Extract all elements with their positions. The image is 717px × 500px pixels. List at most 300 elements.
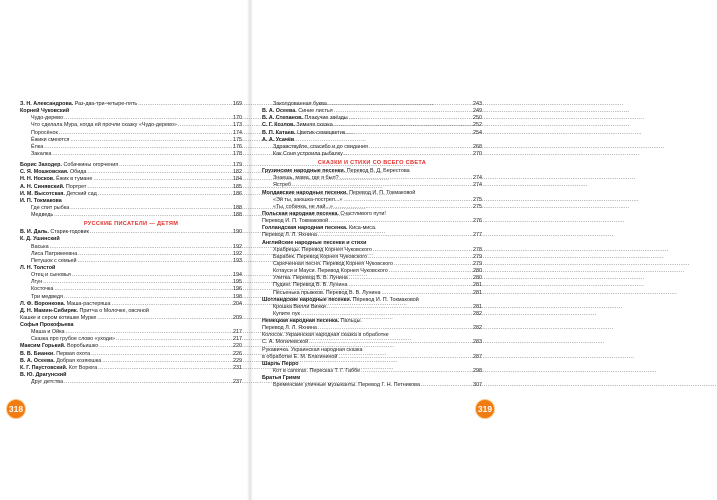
toc-page-number: 276 — [473, 218, 482, 225]
toc-entry-title: Киса-миса. — [348, 225, 377, 232]
toc-subentry — [262, 254, 482, 261]
toc-page-number: 190 — [233, 229, 242, 236]
dot-leader — [329, 218, 472, 225]
toc-entry-title: Три медведя — [31, 293, 63, 300]
toc-page-number: 282 — [473, 310, 482, 317]
toc-entry-text — [20, 137, 69, 144]
toc-page-number: 270 — [473, 150, 482, 157]
toc-entry-text — [20, 244, 49, 251]
toc-entry-title: в обработке Е. М. Благининой — [262, 353, 338, 360]
toc-page-number: 178 — [233, 150, 242, 157]
toc-page-number: 196 — [233, 286, 242, 293]
section-heading: РУССКИЕ ПИСАТЕЛИ — ДЕТЯМ — [83, 221, 179, 228]
toc-entry-title: Отец и сыновья — [31, 272, 71, 279]
toc-subentry — [20, 205, 242, 212]
toc-entry-text — [20, 191, 97, 198]
toc-entry — [262, 340, 482, 347]
toc-page-number: 279 — [473, 253, 482, 260]
toc-entry-text — [262, 204, 333, 211]
toc-subentry — [262, 101, 482, 108]
toc-entry-title: Пёсьенька прыжков. Перевод В. В. Лунина — [273, 289, 381, 296]
toc-entry-title: Храбрецы. Перевод Корнея Чуковского — [273, 246, 372, 253]
toc-entry-text — [20, 279, 42, 286]
toc-entry-text — [20, 343, 98, 350]
toc-page-number: 192 — [233, 250, 242, 257]
toc-entry-text — [20, 144, 43, 151]
dot-leader — [98, 365, 232, 372]
toc-page-number: 220 — [233, 343, 242, 350]
right-page-contents — [262, 101, 482, 389]
dot-leader — [334, 204, 472, 211]
toc-page-number: 287 — [473, 353, 482, 360]
dot-leader — [87, 184, 232, 191]
dot-leader — [318, 325, 472, 332]
toc-author-name: К. Д. Ушинский — [20, 236, 60, 243]
toc-entry-title: Маша-растеряша — [66, 300, 111, 307]
toc-entry-author: И. М. Высотская. — [20, 190, 65, 197]
dot-leader — [54, 286, 232, 293]
toc-subentry — [262, 261, 482, 268]
toc-entry-author: В. П. Катаев. — [262, 129, 296, 136]
toc-page-number: 217 — [233, 336, 242, 343]
toc-entry — [262, 347, 482, 354]
toc-page-number: 281 — [473, 303, 482, 310]
toc-entry-title: Плакучие звёзды — [304, 115, 348, 122]
toc-subentry — [20, 286, 242, 293]
toc-entry-text — [262, 275, 348, 282]
toc-entry-title: Детский сад — [66, 190, 97, 197]
dot-leader — [119, 162, 232, 169]
toc-entry-title: Сказка про грубое слово «уходи» — [31, 336, 115, 343]
toc-page-number: 193 — [233, 257, 242, 264]
toc-entry-text — [20, 258, 77, 265]
toc-author — [20, 236, 242, 243]
toc-entry-continued — [20, 315, 242, 322]
toc-page-number: 283 — [473, 339, 482, 346]
toc-page-number: 204 — [233, 300, 242, 307]
toc-entry-text — [262, 218, 328, 225]
toc-entry-author: Л. Ф. Воронкова. — [20, 300, 66, 307]
toc-entry-title: Портрет — [65, 183, 87, 190]
toc-entry-title: Поросёнок — [31, 129, 58, 136]
toc-page-number: 229 — [233, 357, 242, 364]
dot-leader — [381, 290, 472, 297]
toc-entry-author: В. А. Осеева. — [20, 357, 55, 364]
toc-entry — [20, 191, 242, 198]
dot-leader — [421, 382, 472, 389]
toc-entry-text — [20, 379, 63, 386]
dot-leader — [349, 275, 472, 282]
toc-entry-title: Крошка Вилли Винки — [273, 303, 326, 310]
toc-entry-text — [262, 115, 348, 122]
toc-entry-text — [20, 272, 71, 279]
toc-entry-title: «Эй ты, заюшка-пострел...» — [273, 196, 343, 203]
toc-author-name: Софья Прокофьева — [20, 322, 74, 329]
toc-entry-text — [20, 184, 86, 191]
toc-entry-text — [262, 304, 326, 311]
toc-entry-author: Д. Н. Мамин-Сибиряк. — [20, 307, 79, 314]
toc-page-number: 274 — [473, 182, 482, 189]
toc-subentry — [20, 151, 242, 158]
toc-entry-title: Знаешь, мама, где я был? — [273, 175, 339, 182]
toc-entry-title: Перевод И. П. Токмаковой — [262, 218, 329, 225]
toc-page-number: 281 — [473, 289, 482, 296]
toc-page-number: 278 — [473, 246, 482, 253]
toc-entry-title: Лгун — [31, 279, 43, 286]
dot-leader — [90, 229, 232, 236]
toc-entry-title: Пудинг. Перевод В. В. Лунина — [273, 282, 348, 289]
toc-page-number: 237 — [233, 379, 242, 386]
toc-entry-author: Шотландские народные песенки. — [262, 296, 352, 303]
toc-group-translator: Перевод И. П. Токмаковой — [349, 189, 416, 196]
toc-entry-text — [20, 294, 63, 301]
toc-entry-title: Улитка. Перевод В. В. Лунина — [273, 275, 348, 282]
toc-subentry — [262, 247, 482, 254]
toc-entry-text — [262, 247, 372, 254]
dot-leader — [102, 358, 232, 365]
toc-page-number: 250 — [473, 115, 482, 122]
toc-page-number: 195 — [233, 279, 242, 286]
dot-leader — [346, 130, 472, 137]
dot-leader — [369, 144, 472, 151]
toc-entry-text — [262, 182, 291, 189]
toc-entry-text — [262, 130, 345, 137]
dot-leader — [292, 182, 472, 189]
dot-leader — [334, 122, 472, 129]
toc-author-name: И. П. Токмакова — [20, 197, 62, 204]
toc-entry-text — [262, 122, 333, 129]
toc-entry-text — [20, 251, 77, 258]
toc-group-name: Молдавские народные песенки. — [262, 189, 348, 196]
toc-subentry — [262, 368, 482, 375]
toc-entry-text — [262, 225, 377, 232]
toc-author — [262, 240, 482, 247]
dot-leader — [93, 176, 232, 183]
toc-entry-title: Добрая хозяюшка — [56, 357, 102, 364]
dot-leader — [87, 169, 232, 176]
dot-leader — [344, 151, 472, 158]
toc-entry — [262, 318, 482, 325]
toc-entry-text — [20, 286, 53, 293]
dot-leader — [72, 272, 232, 279]
section-heading: СКАЗКИ И СТИХИ СО ВСЕГО СВЕТА — [317, 160, 427, 167]
toc-entry-title: Васька — [31, 243, 49, 250]
toc-entry-title-cont: Кашке и сером котишке Мурке — [20, 314, 97, 321]
toc-subentry — [262, 311, 482, 318]
toc-subentry — [20, 212, 242, 219]
toc-page-number: 279 — [473, 260, 482, 267]
toc-page-number: 226 — [233, 350, 242, 357]
toc-entry-text — [20, 358, 101, 365]
toc-page-number: 249 — [473, 108, 482, 115]
toc-subentry — [262, 382, 482, 389]
left-page-contents — [20, 101, 242, 386]
toc-entry-author: Польская народная песенка. — [262, 210, 339, 217]
toc-subentry — [20, 379, 242, 386]
toc-entry-text — [20, 351, 90, 358]
toc-entry — [20, 344, 242, 351]
dot-leader — [44, 144, 232, 151]
toc-entry-title: Барабек. Перевод Корнея Чуковского — [273, 253, 368, 260]
toc-entry-title: Цветик-семицветик — [297, 129, 346, 136]
toc-entry-title: Котауси и Мауси. Перевод Корнея Чуковского — [273, 268, 388, 275]
toc-entry-text — [262, 354, 337, 361]
toc-author — [262, 361, 482, 368]
toc-page-number: 186 — [233, 190, 242, 197]
toc-entry-author: В. И. Даль. — [20, 229, 49, 236]
toc-page-number: 188 — [233, 212, 242, 219]
toc-page-number: 280 — [473, 268, 482, 275]
toc-entry-title: Ёжик в тумане — [56, 176, 93, 183]
dot-leader — [178, 122, 232, 129]
dot-leader — [338, 354, 472, 361]
dot-leader — [50, 244, 232, 251]
toc-entry-title: С. А. Могилевской — [262, 339, 309, 346]
toc-group — [262, 190, 482, 197]
toc-entry — [262, 232, 482, 239]
toc-page-number: 307 — [473, 382, 482, 389]
toc-page-number: 231 — [233, 364, 242, 371]
toc-entry-title: Рукавичка. Украинская народная сказка — [262, 346, 363, 353]
toc-entry-text — [20, 308, 149, 315]
toc-entry-text — [262, 347, 362, 354]
toc-entry-text — [262, 318, 362, 325]
toc-author — [20, 108, 242, 115]
toc-subentry — [20, 294, 242, 301]
dot-leader — [343, 197, 472, 204]
toc-entry-text — [20, 205, 69, 212]
toc-entry-title: Ястреб — [273, 182, 292, 189]
toc-entry — [20, 176, 242, 183]
dot-leader — [98, 191, 232, 198]
toc-entry-author: В. А. Степанов. — [262, 115, 303, 122]
toc-entry-author: В. А. Осеева. — [262, 108, 297, 115]
toc-entry — [20, 162, 242, 169]
toc-page-number: 282 — [473, 325, 482, 332]
toc-entry-title: Чудо-дерево — [31, 115, 63, 122]
toc-author — [262, 137, 482, 144]
toc-page-number: 217 — [233, 329, 242, 336]
toc-subentry — [20, 258, 242, 265]
toc-entry-text — [262, 254, 367, 261]
toc-entry-title: Раз-два-три-четыре-пять — [74, 100, 138, 107]
toc-entry-author: Голландская народная песенка. — [262, 225, 348, 232]
toc-entry-text — [20, 329, 65, 336]
toc-entry-author: С. Г. Козлов. — [262, 122, 295, 129]
toc-entry-title: Бременские уличные музыканты. Перевод Г. Н. Петникова — [273, 382, 420, 389]
toc-subentry — [262, 151, 482, 158]
toc-entry-text — [262, 282, 347, 289]
toc-page-number: 170 — [233, 115, 242, 122]
dot-leader — [334, 108, 472, 115]
toc-entry — [262, 130, 482, 137]
toc-page-number: 192 — [233, 243, 242, 250]
toc-subentry — [20, 122, 242, 129]
toc-author-name: Л. Н. Толстой — [20, 264, 56, 271]
toc-subentry — [262, 275, 482, 282]
toc-entry-title: Как Соня устроила рыбалку — [273, 150, 343, 157]
toc-entry-title: Здравствуйте, спасибо и до свидания — [273, 143, 368, 150]
toc-entry-title: Закалка — [31, 150, 52, 157]
toc-entry-title: Кот Ворюга — [68, 364, 98, 371]
toc-entry-title: Петушок с семьей — [31, 257, 77, 264]
toc-entry-text — [262, 175, 339, 182]
toc-entry-title: Заколдованная буква — [273, 100, 327, 107]
toc-group — [262, 168, 482, 175]
toc-author-name: Корней Чуковский — [20, 108, 70, 115]
dot-leader — [301, 311, 472, 318]
toc-entry-text — [262, 108, 333, 115]
toc-page-number: 298 — [473, 368, 482, 375]
toc-entry-title: Первая охота — [56, 350, 91, 357]
toc-entry-text — [262, 261, 393, 268]
toc-subentry — [20, 130, 242, 137]
toc-page-number: 280 — [473, 275, 482, 282]
toc-entry-text — [20, 130, 58, 137]
toc-page-number: 175 — [233, 136, 242, 143]
toc-entry-text — [262, 339, 308, 346]
toc-group-text — [262, 168, 410, 175]
toc-subentry — [20, 137, 242, 144]
toc-entry — [262, 115, 482, 122]
dot-leader — [349, 115, 472, 122]
toc-entry-text — [20, 365, 97, 372]
toc-entry-author: К. Г. Паустовский. — [20, 364, 68, 371]
toc-entry-title: Что сделала Мура, когда ей прочли сказку «Чудо-дерево» — [31, 122, 177, 129]
dot-leader — [327, 304, 472, 311]
toc-entry-title: «Ты, собачка, не лай...» — [273, 203, 333, 210]
toc-entry-title: Лиса Патрикеевна — [31, 250, 78, 257]
toc-page-number: 184 — [233, 176, 242, 183]
toc-entry — [20, 365, 242, 372]
toc-entry-text — [262, 311, 300, 318]
dot-leader — [368, 254, 472, 261]
dot-leader — [91, 351, 232, 358]
dot-leader — [328, 101, 472, 108]
toc-entry-text — [20, 122, 177, 129]
toc-entry-text — [262, 325, 317, 332]
toc-entry-text — [262, 151, 343, 158]
toc-page-number: 277 — [473, 232, 482, 239]
toc-subentry — [262, 204, 482, 211]
dot-leader — [99, 343, 232, 350]
toc-author — [20, 265, 242, 272]
toc-author-name: Английские народные песенки и стихи — [262, 239, 367, 246]
dot-leader — [70, 205, 232, 212]
dot-leader — [78, 251, 232, 258]
toc-page-number: 275 — [473, 196, 482, 203]
toc-entry-title: Перевод Л. Л. Яхнина — [262, 232, 317, 239]
toc-entry-title: Перевод И. П. Токмаковой — [352, 296, 419, 303]
toc-page-number: 176 — [233, 143, 242, 150]
toc-entry-text — [20, 162, 118, 169]
toc-author — [20, 372, 242, 379]
toc-entry-title: Ёлка — [31, 143, 44, 150]
toc-entry — [262, 122, 482, 129]
toc-entry-title: Колосок. Украинская народная сказка в обработке — [262, 332, 389, 339]
toc-entry — [262, 325, 482, 332]
toc-entry — [20, 308, 242, 315]
toc-entry-title: Зимняя сказка — [296, 122, 333, 129]
toc-entry-title: Старик-годовик — [50, 229, 89, 236]
toc-entry-title: Воробьишко — [67, 343, 99, 350]
toc-subentry — [262, 197, 482, 204]
toc-entry-text — [262, 382, 420, 389]
toc-page-number: 185 — [233, 183, 242, 190]
toc-page-number: 194 — [233, 272, 242, 279]
toc-entry-author: Немецкая народная песенка. — [262, 318, 340, 325]
toc-subentry — [262, 144, 482, 151]
toc-entry-title: Скрюченная песня. Перевод Корнея Чуковского — [273, 260, 394, 267]
dot-leader — [309, 339, 472, 346]
dot-leader — [70, 137, 232, 144]
dot-leader — [59, 130, 232, 137]
toc-author-name: В. Ю. Драгунский — [20, 372, 67, 379]
toc-entry-title: Синие листья — [298, 108, 333, 115]
book-gutter — [247, 0, 253, 500]
toc-entry — [20, 351, 242, 358]
toc-group-name: Грузинские народные песенки. — [262, 168, 346, 175]
toc-entry-title: Обида — [69, 169, 87, 176]
toc-subentry — [262, 304, 482, 311]
dot-leader — [78, 258, 232, 265]
toc-page-number: 252 — [473, 122, 482, 129]
dot-leader — [43, 279, 232, 286]
toc-subentry — [20, 144, 242, 151]
dot-leader — [340, 175, 472, 182]
toc-subentry — [262, 268, 482, 275]
toc-page-number: 179 — [233, 162, 242, 169]
toc-author — [20, 198, 242, 205]
dot-leader — [64, 379, 232, 386]
toc-entry-title: Собачкины огорчения — [63, 162, 119, 169]
toc-page-number: 275 — [473, 203, 482, 210]
toc-group-translator: Перевод В. Д. Берестова — [346, 168, 410, 175]
toc-author — [262, 375, 482, 382]
toc-entry-title: Медведь — [31, 212, 54, 219]
toc-subentry — [262, 182, 482, 189]
dot-leader — [112, 301, 232, 308]
toc-entry-text — [262, 268, 388, 275]
toc-author-name: Братья Гримм — [262, 375, 301, 382]
toc-entry-text — [20, 212, 53, 219]
dot-leader — [348, 282, 472, 289]
toc-subentry — [20, 279, 242, 286]
dot-leader — [66, 329, 232, 336]
toc-entry-title: Кот в сапогах. Пересказ Т. Г. Габбе — [273, 368, 361, 375]
toc-page-number: 198 — [233, 293, 242, 300]
toc-entry-author: Борис Заходер. — [20, 162, 62, 169]
dot-leader — [389, 268, 472, 275]
toc-author-name: Шарль Перро — [262, 360, 299, 367]
left-page-number: 318 — [6, 399, 26, 419]
right-page-number: 319 — [475, 399, 495, 419]
toc-entry-author: А. Н. Синявский. — [20, 183, 65, 190]
toc-subentry — [20, 251, 242, 258]
toc-entry — [262, 218, 482, 225]
toc-page-number: 173 — [233, 122, 242, 129]
toc-entry-text — [20, 151, 51, 158]
toc-author-name: А. А. Усачёв — [262, 136, 295, 143]
toc-entry-text — [262, 101, 327, 108]
toc-entry-title: Друг детства — [31, 379, 64, 386]
toc-entry-title: Ёжики смеются — [31, 136, 70, 143]
toc-entry-text — [262, 144, 368, 151]
toc-page-number: 281 — [473, 282, 482, 289]
dot-leader — [97, 315, 232, 322]
toc-entry-author: С. Я. Мошковская. — [20, 169, 69, 176]
dot-leader — [64, 294, 232, 301]
